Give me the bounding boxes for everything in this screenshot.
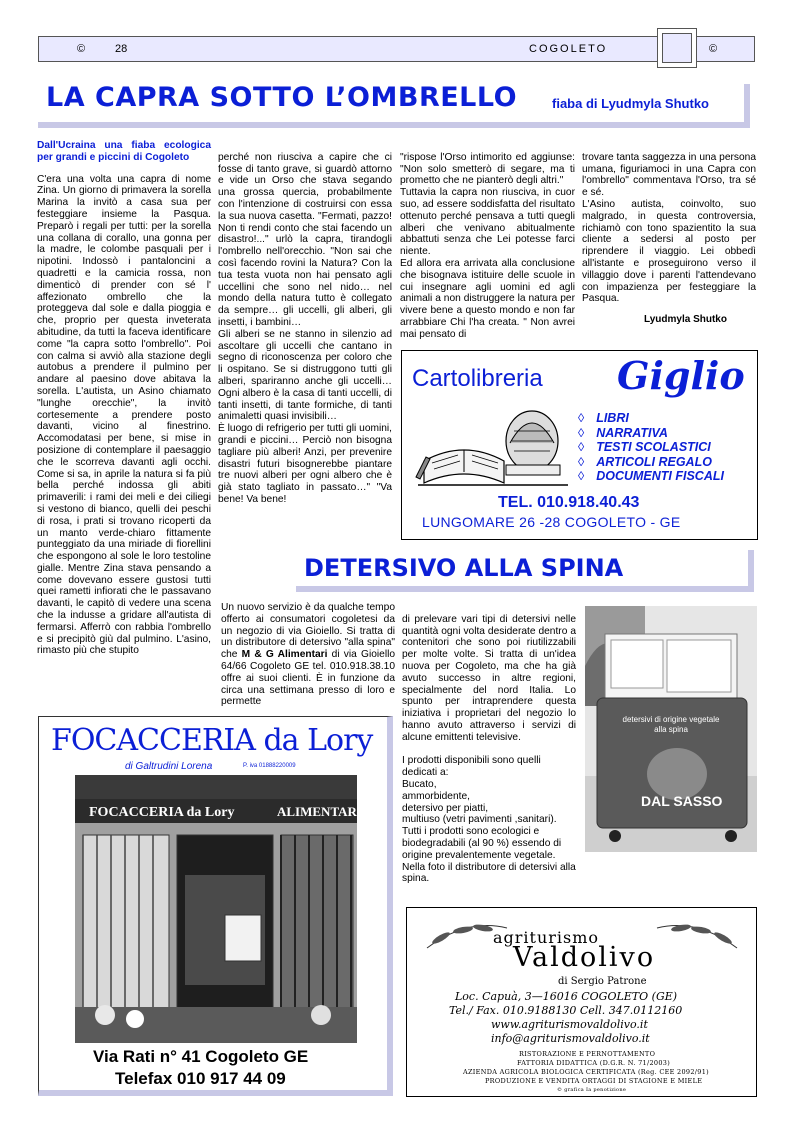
sign-focacceria: FOCACCERIA da Lory: [89, 805, 235, 820]
shopfront-photo: [75, 775, 362, 1043]
article1-column-4: [582, 140, 756, 305]
article1-byline: fiaba di Lyudmyla Shutko: [552, 96, 709, 111]
article1-title: LA CAPRA SOTTO L’OMBRELLO: [46, 82, 518, 113]
product-item: ◊ TESTI SCOLASTICI: [578, 440, 724, 455]
cartolibreria-name: Cartolibreria: [412, 365, 543, 392]
page-number: 28: [115, 43, 128, 55]
article1-column-3: [400, 140, 575, 350]
agriturismo-owner: di Sergio Patrone: [558, 976, 647, 987]
focacceria-vat: P. iva 01888220009: [243, 763, 296, 769]
header-ornament: [657, 28, 697, 68]
sign-alimentari: ALIMENTARI: [277, 804, 362, 819]
focacceria-phone: Telefax 010 917 44 09: [115, 1069, 286, 1088]
article1-text-3: "rispose l'Orso intimorito ed aggiunse: "Non solo smetterò di segare, ma ti prometto che ne pianterò degli altri." Tuttavia la capra non riusciva, in cuor suo, ad essere soddisfatta del risultato ottenuto perché pensava a tutti quegli alberi che venivano abitualmente abbattuti senza che Lei potesse farci niente. Ed allora era arrivata alla conclusione che bisognava istituire delle scuole in cui insegnare agli uomini ed agli animali a non distruggere la natura per vivere bene a questo mondo e non far arrabbiare Chi l'ha creata. " Non avrei mai pensato di: [400, 151, 575, 340]
agriturismo-info-4: PRODUZIONE E VENDITA ORTAGGI DI STAGIONE E MIELE: [485, 1077, 703, 1085]
agriturismo-info-3: AZIENDA AGRICOLA BIOLOGICA CERTIFICATA (Reg. CEE 2092/91): [463, 1068, 709, 1076]
agriturismo-info-2: FATTORIA DIDATTICA (D.G.R. N. 71/2003): [517, 1059, 671, 1067]
focacceria-owner: di Galtrudini Lorena: [125, 761, 213, 772]
article1-text-1: C'era una volta una capra di nome Zina. Un giorno di primavera la sorella Marina la invitò a casa sua per festeggiare insieme la Pasqua. Preparò i regali per tutti: per la sorella una collana di corallo, una gonna per la madre, le colombe pasquali per i nipotini. Indossò i pantaloncini a quadretti e la camicia rossa, non dimenticò di prender con sé l' affezionato ombrello che la proteggeva dal sole e dalla pioggia e che, proprio per questa inveterata abitudine, da tutti la faceva identificare come "la capra sotto l'ombrello". Poi con calma si avviò alla stazione degli autobus a prendere il pulmino per andare al paesino dove abitava la sorella. L'autista, un Asino chiamato "lunghe orecchie", la invitò cortesemente a prendere posto davanti, vicino al finestrino. Accomodatasi per bene, si mise in posizione di contemplare il paesaggio che le scorreva davanti agli occhi. Come si sa, in aprile la natura si fa più bella perché indossa gli abiti primaverili: i rami dei meli e dei ciliegi si vestono di bianco, quelli dei peschi di rosa, i prati si trovano ricoperti da un manto verde-chiaro fittamente punteggiato da una miriade di fiorellini che espongono al sole le loro testoline gialle. Mentre Zina stava pensando a come dovevano essere gustosi tutti quei rametti infiorati che le passavano davanti, le capitò di vedere una scena che la indusse a gridare all'autista di fermarsi. Afferrò con rabbia l'ombrello e si precipitò giù dal pulmino. L'asino, rimasto più che stupito: [37, 173, 211, 657]
books-illustration: [414, 401, 574, 496]
product-item: ◊ DOCUMENTI FISCALI: [578, 469, 724, 484]
cartolibreria-address: LUNGOMARE 26 -28 COGOLETO - GE: [422, 514, 681, 530]
cartolibreria-products: [578, 411, 724, 484]
article2-column-2: [402, 602, 576, 885]
article2-text-2a: di prelevare vari tipi di detersivi nelle quantità ogni volta desiderate dentro a contenitori che sono poi riutilizzabili per molte volte. Si tratta di un'idea nuova per Cogoleto, ma che ha già avuto successo in altre regioni, specialmente del nord Italia. Lo spunto per intraprendere questa iniziativa i proprietari del negozio lo hanno avuto attraverso i servizi di alcune emittenti televisive.: [402, 613, 576, 743]
article1-column-1: [37, 140, 211, 698]
product-item: ◊ ARTICOLI REGALO: [578, 455, 724, 470]
article2-text-1: Un nuovo servizio è da qualche tempo offerto ai consumatori cogoletesi da un negozio di via Gioiello. Si tratta di un distributore di detersivo "alla spina" che M & G Alimentari di via Gioiello 64/66 Cogoleto GE tel. 010.918.38.10 offre ai suoi clienti. È in funzione da circa una settimana presso di loro e permette: [221, 602, 396, 708]
magazine-name: COGOLETO: [529, 43, 608, 55]
article1-text-4: trovare tanta saggezza in una persona umana, figuriamoci in una Capra con l'ombrello" commentava l'Orso, tra sé e sé. L'Asino autista, coinvolto, suo malgrado, in questa controversia, richiamò con tono spazientito la sua cliente a sedersi al posto per riprendere il viaggio. Lei obbedì all'istante e proseguirono verso il villaggio dove i parenti l'attendevano con impazienza per festeggiare la Pasqua.: [582, 151, 756, 305]
article1-column-2: [218, 140, 392, 536]
article1-text-2: perché non riusciva a capire che ci fosse di tanto grave, si guardò attorno e vide un Orso che stava segando una grossa quercia, probabilmente con l'intenzione di costruirsi con essa la sua nuova casetta. "Fermati, pazzo! Non ti rendi conto che stai facendo un disastro!..." urlò la capra, tirandogli l'ombrello nell'orecchio. "Non sai che così facendo rovini la Natura? Con la tua testa vuota non hai pensato agli uccellini che sono nel nido… nel mondo della natura tutto è collegato da sempre… gli uccelli, gli alberi, gli insetti, i bambini… Gli alberi se ne stanno in silenzio ad ascoltare gli uccelli che cantano in segno di riconoscenza per coloro che li ospitano. Se si distruggono tutti gli alberi, spariranno anche gli uccelli… Ogni albero è la casa di tanti uccelli, di tanti insetti, di tante formiche, di tanti animaletti quasi invisibili… È luogo di refrigerio per tutti gli uomini, grandi e piccini… Perciò non bisogna tagliare più alberi! Anzi, per prevenire disastri futuri bisognerebbe piantare tre nuovi alberi per ogni albero che è già stato tagliato in passato…" "Va bene! Va bene!: [218, 151, 392, 505]
dispenser-panel-text: detersivi di origine vegetale alla spina: [622, 715, 720, 734]
agriturismo-phone: Tel./ Fax. 010.9188130 Cell. 347.0112160: [449, 1004, 683, 1017]
agriturismo-info-1: RISTORAZIONE E PERNOTTAMENTO: [519, 1050, 656, 1058]
copyright-right: ©: [709, 43, 718, 55]
product-item: ◊ NARRATIVA: [578, 426, 724, 441]
article2-text-2b: I prodotti disponibili sono quelli dedicati a: Bucato, ammorbidente, detersivo per piatti, multiuso (vetri pavimenti ,sanitari). Tutti i prodotti sono ecologici e biodegradabili (al 90 %) essendo di origine prevalentemente vegetale. Nella foto il distributore di detersivi alla spina.: [402, 755, 576, 885]
agriturismo-name: Valdolivo: [513, 942, 656, 973]
cartolibreria-phone: TEL. 010.918.40.43: [498, 494, 640, 511]
focacceria-title: FOCACCERIA da Lory: [51, 723, 373, 758]
article1-kicker: Dall'Ucraina una fiaba ecologica per grandi e piccini di Cogoleto: [37, 140, 211, 163]
agriturismo-address: Loc. Capuà, 3—16016 COGOLETO (GE): [455, 990, 678, 1003]
copyright-left: ©: [77, 43, 86, 55]
page-header: [38, 36, 755, 62]
agriturismo-word: agriturismo: [493, 928, 600, 947]
product-item: ◊ LIBRI: [578, 411, 724, 426]
ad-cartolibreria: [401, 350, 758, 540]
shop-name: M & G Alimentari: [241, 649, 328, 661]
article2-column-1: [221, 602, 396, 708]
dispenser-brand: DAL SASSO: [641, 793, 723, 809]
ad-agriturismo: [406, 907, 757, 1097]
article1-signature: Lyudmyla Shutko: [644, 314, 727, 325]
giglio-logo: Giglio: [617, 353, 745, 398]
ad-focacceria: [38, 716, 393, 1096]
dispenser-photo: [585, 606, 757, 852]
agriturismo-website: www.agriturismovaldolivo.it: [491, 1018, 648, 1031]
agriturismo-credit: © grafica Ia penotizione: [557, 1087, 627, 1093]
agriturismo-email: info@agriturismovaldolivo.it: [491, 1032, 650, 1045]
focacceria-address: Via Rati n° 41 Cogoleto GE: [93, 1047, 309, 1066]
article2-title: DETERSIVO ALLA SPINA: [304, 554, 624, 582]
